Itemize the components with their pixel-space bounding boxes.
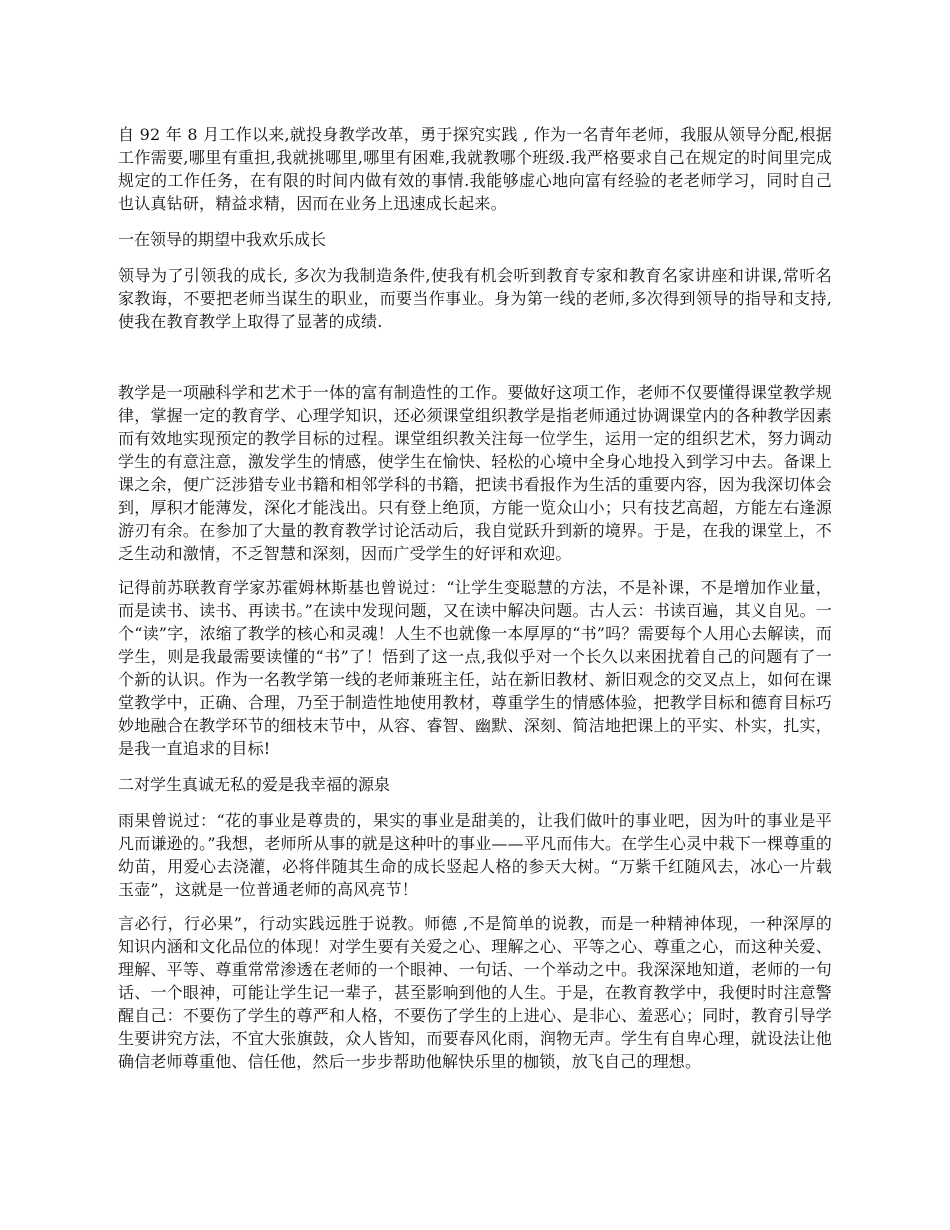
section-heading-1: 一在领导的期望中我欢乐成长 bbox=[118, 230, 327, 249]
paragraph-ethics: 言必行，行必果”，行动实践远胜于说教。师德 ,不是简单的说教，而是一种精神体现，一种深厚的知识内涵和文化品位的体现！对学生要有关爱之心、理解之心、平等之心、尊重之心，而这种关爱、理解、平等、尊重常常渗透在老师的一个眼神、一句话、一个举动之中。我深深地知道，老师的一句话、一个眼神，可能让学生记一辈子，甚至影响到他的人生。于是，在教育教学中，我便时时注意警醒自己：不要伤了学生的尊严和人格，不要伤了学生的上进心、是非心、羞恶心；同时，教育引导学生要讲究方法，不宜大张旗鼓，众人皆知，而要春风化雨，润物无声。学生有自卑心理，就设法让他确信老师尊重他、信任他，然后一步步帮助他解快乐里的枷锁，放飞自己的理想。 bbox=[118, 914, 832, 1071]
paragraph-reading: 记得前苏联教育学家苏霍姆林斯基也曾说过：“让学生变聪慧的方法，不是补课，不是增加作业量，而是读书、读书、再读书。”在读中发现问题，又在读中解决问题。古人云：书读百遍，其义自见。一个“读”字，浓缩了教学的核心和灵魂！人生不也就像一本厚厚的“书”吗？需要每个人用心去解读，而学生，则是我最需要读懂的“书”了！悟到了这一点,我似乎对一个长久以来困扰着自己的问题有了一个新的认识。作为一名教学第一线的老师兼班主任，站在新旧教材、新旧观念的交叉点上，如何在课堂教学中，正确、合理，乃至于制造性地使用教材，尊重学生的情感体验，把教学目标和德育目标巧妙地融合在教学环节的细枝末节中，从容、睿智、幽默、深刻、简洁地把课上的平实、朴实，扎实，是我一直追求的目标! bbox=[118, 578, 832, 758]
section-heading-2: 二对学生真诚无私的爱是我幸福的源泉 bbox=[118, 775, 391, 794]
paragraph-intro: 自 92 年 8 月工作以来,就投身教学改革，勇于探究实践 , 作为一名青年老师，我服从领导分配,根据工作需要,哪里有重担,我就挑哪里,哪里有困难,我就教哪个班级.我严格要求自己在规定的时间里完成规定的工作任务，在有限的时间内做有效的事情.我能够虚心地向富有经验的老老师学习，同时自己也认真钻研，精益求精，因而在业务上迅速成长起来。 bbox=[118, 125, 832, 213]
paragraph-hugo: 雨果曾说过：“花的事业是尊贵的，果实的事业是甜美的，让我们做叶的事业吧，因为叶的事业是平凡而谦逊的。”我想，老师所从事的就是这种叶的事业——平凡而伟大。在学生心灵中栽下一棵尊重的幼苗，用爱心去浇灌，必将伴随其生命的成长竖起人格的参天大树。“万紫千红随风去，冰心一片载玉壶”，这就是一位普通老师的高风亮节！ bbox=[118, 811, 832, 899]
paragraph-leadership: 领导为了引领我的成长, 多次为我制造条件,使我有机会听到教育专家和教育名家讲座和讲课,常听名家教诲，不要把老师当谋生的职业，而要当作事业。身为第一线的老师,多次得到领导的指导和支持,使我在教育教学上取得了显著的成绩. bbox=[118, 266, 832, 331]
paragraph-teaching-art: 教学是一项融科学和艺术于一体的富有制造性的工作。要做好这项工作，老师不仅要懂得课堂教学规律，掌握一定的教育学、心理学知识，还必须课堂组织教学是指老师通过协调课堂内的各种教学因素而有效地实现预定的教学目标的过程。课堂组织教关注每一位学生，运用一定的组织艺术，努力调动学生的有意注意，激发学生的情感，使学生在愉快、轻松的心境中全身心地投入到学习中去。备课上课之余，便广泛涉猎专业书籍和相邻学科的书籍，把读书看报作为生活的重要内容，因为我深切体会到，厚积才能薄发，深化才能浅出。只有登上绝顶，方能一览众山小；只有技艺高超，方能左右逢源游刃有余。在参加了大量的教育教学讨论活动后，我自觉跃升到新的境界。于是，在我的课堂上，不乏生动和激情，不乏智慧和深刻，因而广受学生的好评和欢迎。 bbox=[118, 383, 832, 563]
